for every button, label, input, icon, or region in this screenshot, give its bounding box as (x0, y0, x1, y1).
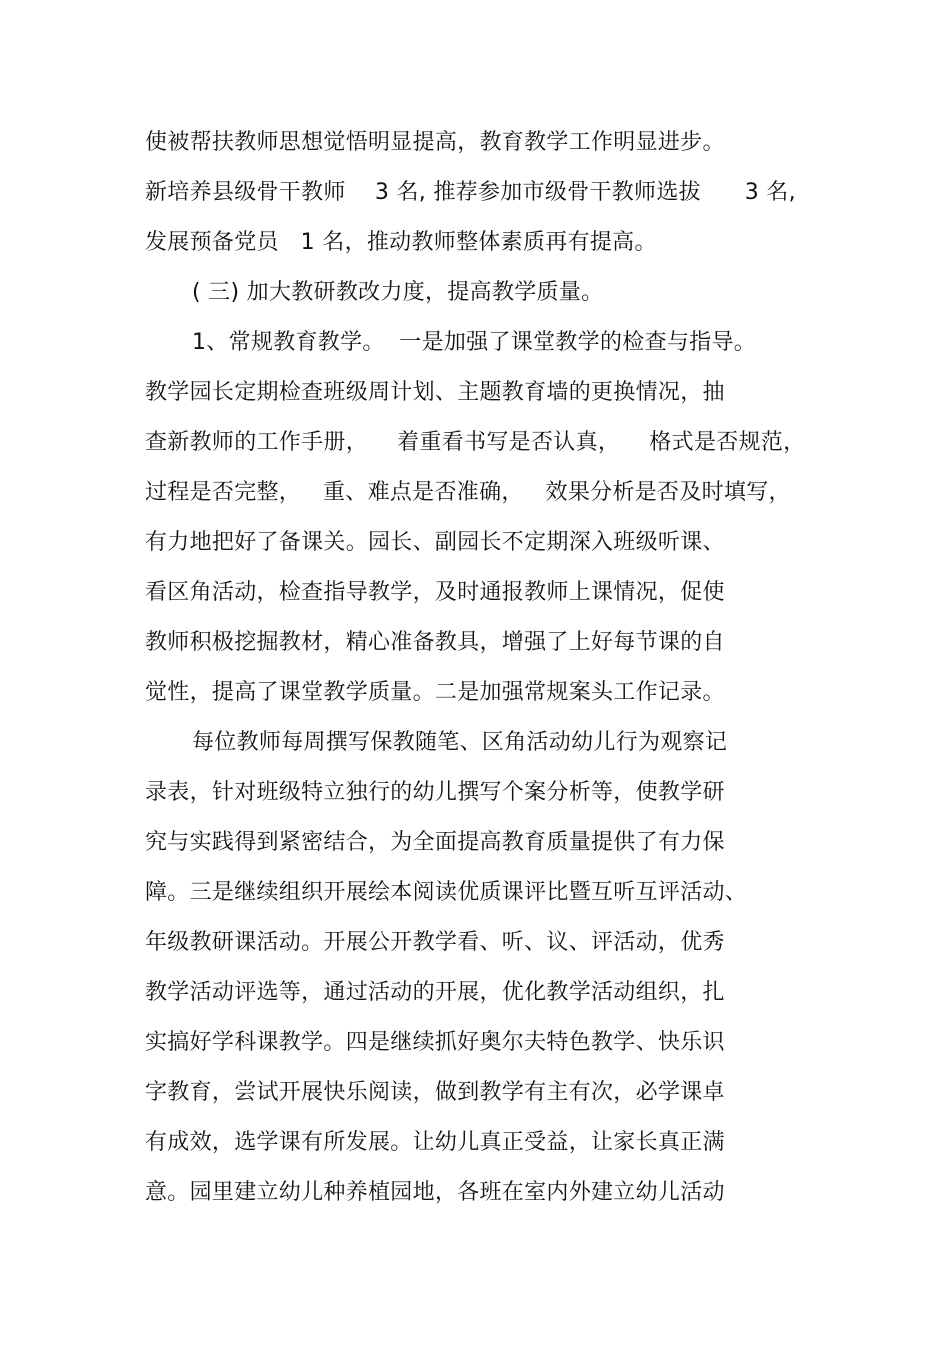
text-line: 意。园里建立幼儿种养植园地，各班在室内外建立幼儿活动 (145, 1180, 725, 1205)
text-line: 有力地把好了备课关。园长、副园长不定期深入班级听课、 (145, 530, 725, 555)
text-line: 实搞好学科课教学。四是继续抓好奥尔夫特色教学、快乐识 (145, 1030, 725, 1055)
text-line: 1、常规教育教学。 一是加强了课堂教学的检查与指导。 (192, 330, 757, 355)
text-line: 查新教师的工作手册， 着重看书写是否认真， 格式是否规范， (145, 430, 806, 455)
section-heading: ( 三) 加大教研教改力度，提高教学质量。 (192, 280, 604, 305)
text-line: 觉性，提高了课堂教学质量。二是加强常规案头工作记录。 (145, 680, 725, 705)
text-line: 看区角活动，检查指导教学，及时通报教师上课情况，促使 (145, 580, 725, 605)
text-line: 字教育，尝试开展快乐阅读，做到教学有主有次，必学课卓 (145, 1080, 725, 1105)
text-line: 发展预备党员 1 名，推动教师整体素质再有提高。 (145, 230, 657, 255)
text-line: 有成效，选学课有所发展。让幼儿真正受益，让家长真正满 (145, 1130, 725, 1155)
text-line: 障。三是继续组织开展绘本阅读优质课评比暨互听互评活动、 (145, 880, 748, 905)
text-line: 教学园长定期检查班级周计划、主题教育墙的更换情况，抽 (145, 380, 725, 405)
text-line: 过程是否完整， 重、难点是否准确， 效果分析是否及时填写， (145, 480, 791, 505)
text-line: 教学活动评选等，通过活动的开展，优化教学活动组织，扎 (145, 980, 725, 1005)
text-line: 录表，针对班级特立独行的幼儿撰写个案分析等，使教学研 (145, 780, 725, 805)
text-line: 究与实践得到紧密结合，为全面提高教育质量提供了有力保 (145, 830, 725, 855)
text-line: 教师积极挖掘教材，精心准备教具，增强了上好每节课的自 (145, 630, 725, 655)
text-line: 新培养县级骨干教师 3 名, 推荐参加市级骨干教师选拔 3 名, (145, 180, 796, 205)
text-line: 年级教研课活动。开展公开教学看、听、议、评活动，优秀 (145, 930, 725, 955)
text-line: 使被帮扶教师思想觉悟明显提高，教育教学工作明显进步。 (145, 130, 725, 155)
text-line: 每位教师每周撰写保教随笔、区角活动幼儿行为观察记 (192, 730, 728, 755)
